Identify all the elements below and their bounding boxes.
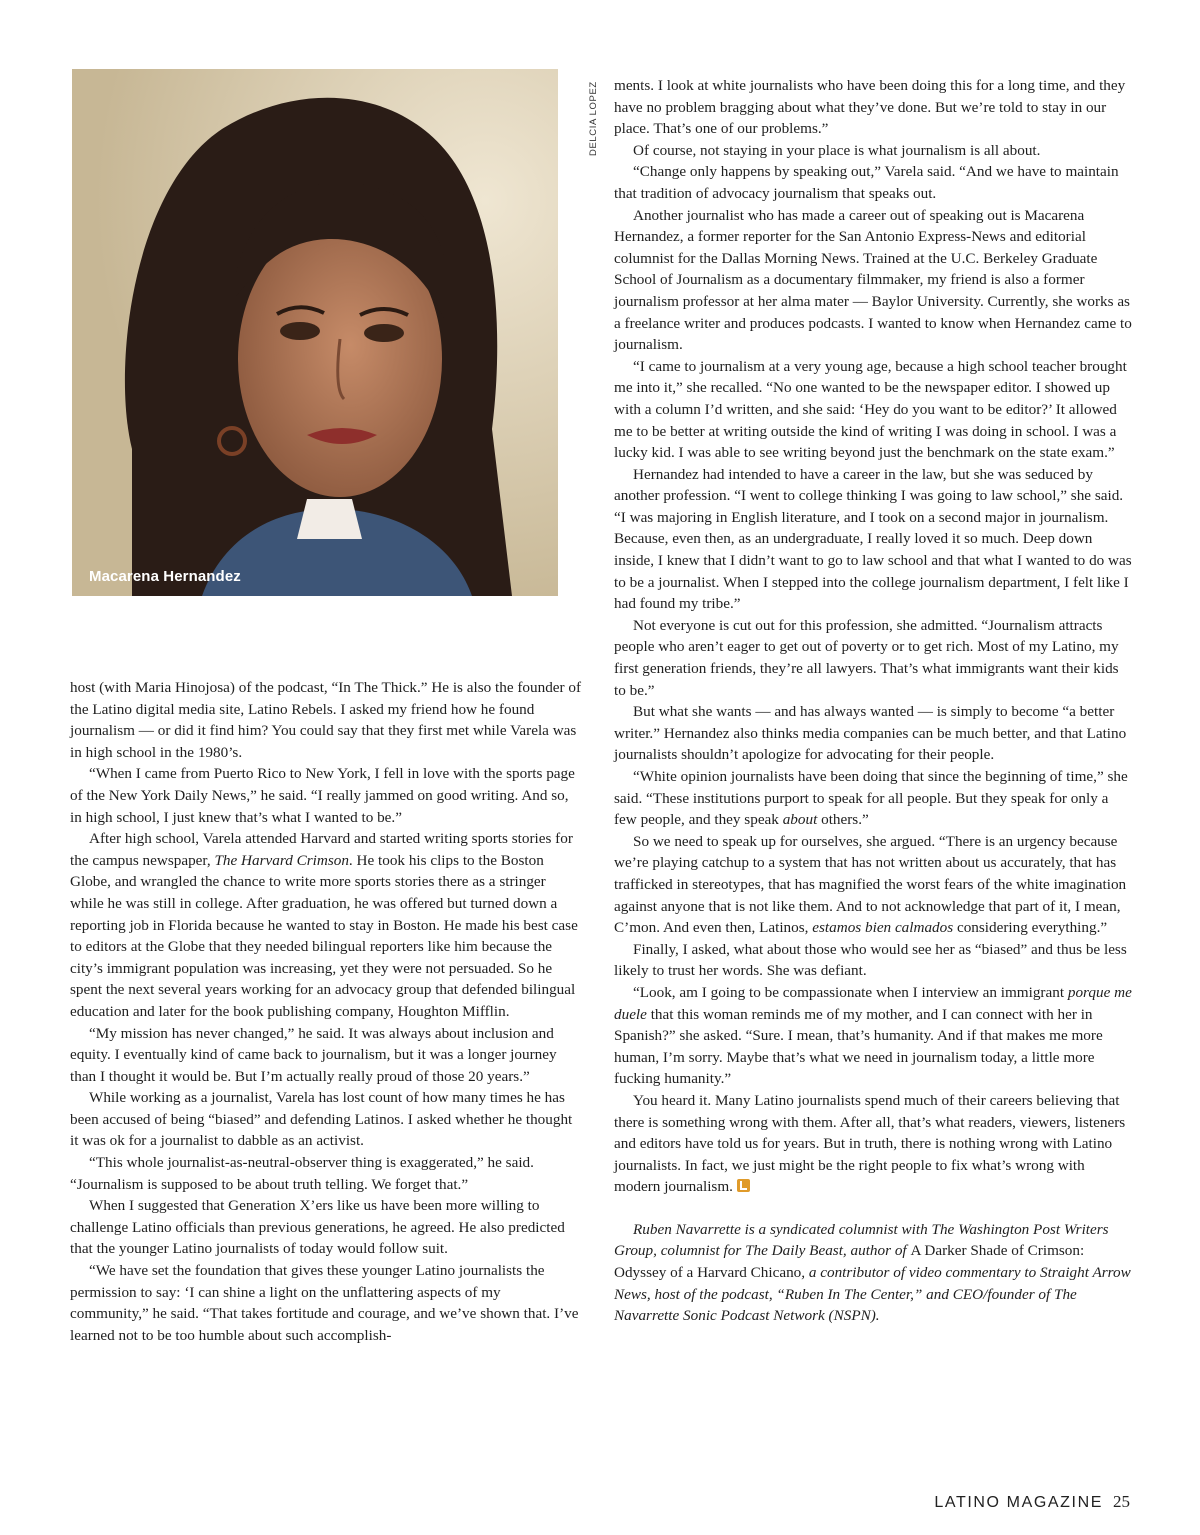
article-left-column: [70, 677, 582, 1346]
paragraph: “When I came from Puerto Rico to New York, I fell in love with the sports page of the New York Daily News,” he said. “I really jammed on good writing. And so, in high school, I just knew that’s what I wanted to be.”: [70, 765, 575, 826]
paragraph: Not everyone is cut out for this profession, she admitted. “Journalism attracts people who aren’t eager to get out of poverty or to get rich. Most of my Latino, my first generation friends, they’re all lawyers. That’s what immigrants want their kids to be.”: [614, 616, 1119, 699]
paragraph: So we need to speak up for ourselves, she argued. “There is an urgency because we’re playing catchup to a system that has not written about us accurately, that has trafficked in stereotypes, that has magnified the worst fears of the white imagination against anyone that is not like them. And to not acknowledge that part of it, I mean, C’mon. And even then, Latinos, estamos bien calmados considering everything.”: [614, 832, 1127, 937]
latino-magazine-end-mark-icon: [737, 1179, 750, 1192]
paragraph: “This whole journalist-as-neutral-observer thing is exaggerated,” he said. “Journalism is supposed to be about truth telling. We forget that.”: [70, 1154, 534, 1193]
paragraph: ments. I look at white journalists who have been doing this for a long time, and they have no problem bragging about what they’ve done. But we’re told to stay in our place. That’s one of our problems.”: [614, 77, 1126, 138]
portrait-photo: [72, 69, 558, 596]
paragraph: “We have set the foundation that gives these younger Latino journalists the permission to say: ‘I can shine a light on the unflattering aspects of my community,” he said. “That takes fortitude and courage, and we’ve shown that. I’ve learned not to be too humble about such accomplish-: [70, 1262, 579, 1344]
paragraph: Another journalist who has made a career out of speaking out is Macarena Hernandez, a former reporter for the San Antonio Express-News and editorial columnist for the Dallas Morning News. Trained at the U.C. Berkeley Graduate School of Journalism as a documentary filmmaker, my friend is also a former journalism professor at her alma mater — Baylor University. Currently, she works as a freelance writer and produces podcasts. I wanted to know when Hernandez came to journalism.: [614, 206, 1132, 354]
photo-caption: Macarena Hernandez: [89, 568, 241, 585]
paragraph: “Look, am I going to be compassionate when I interview an immigrant porque me duele that this woman reminds me of my mother, and I can connect with her in Spanish?” she asked. “Sure. I mean, that’s humanity. And if that makes me more human, I’m sorry. Maybe that’s what we need in journalism today, a little more fucking humanity.”: [614, 983, 1132, 1088]
paragraph: host (with Maria Hinojosa) of the podcast, “In The Thick.” He is also the founder of the Latino digital media site, Latino Rebels. I asked my friend how he found journalism — or did it find him? You could say that they first met while Varela was in high school in the 1980’s.: [70, 679, 582, 761]
author-bio: Ruben Navarrette is a syndicated columnist with The Washington Post Writers Group, columnist for The Daily Beast, author of A Darker Shade of Crimson: Odyssey of a Harvard Chicano, a contributor of video commentary to Straight Arrow News, host of the podcast, “Ruben In The Center,” and CEO/founder of The Navarrette Sonic Podcast Network (NSPN).: [614, 1220, 1131, 1325]
paragraph: After high school, Varela attended Harvard and started writing sports stories for the campus newspaper, The Harvard Crimson. He took his clips to the Boston Globe, and wrangled the chance to write more sports stories there as a stringer while he was still in college. After graduation, he was offered but turned down a reporting job in Florida because he wanted to stay in Boston. He made his best case to editors at the Globe that they needed bilingual reporters like him because the city’s immigrant population was increasing, yet they were not persuaded. So he spent the next several years working for an advocacy group that defended bilingual education and later for the book publishing company, Houghton Mifflin.: [70, 830, 578, 1020]
photo-credit: DELCIA LOPEZ: [588, 81, 599, 156]
portrait-illustration: [72, 69, 558, 596]
paragraph: While working as a journalist, Varela has lost count of how many times he has been accused of being “biased” and defending Latinos. I asked whether he thought it was ok for a journalist to dabble as an activist.: [70, 1089, 573, 1150]
paragraph: But what she wants — and has always wanted — is simply to become “a better writer.” Hernandez also thinks media companies can be much better, and that Latino journalists shouldn’t apologize for advocating for their people.: [614, 703, 1127, 764]
page-number: 25: [1113, 1492, 1130, 1511]
paragraph: Of course, not staying in your place is what journalism is all about.: [633, 141, 1041, 159]
paragraph: “White opinion journalists have been doing that since the beginning of time,” she said. “These institutions purport to speak for all people. But they speak for only a few people, and they speak about others.”: [614, 768, 1128, 829]
paragraph: Finally, I asked, what about those who would see her as “biased” and thus be less likely to trust her words. She was defiant.: [614, 940, 1127, 980]
paragraph: You heard it. Many Latino journalists spend much of their careers believing that there is something wrong with them. After all, that’s what readers, viewers, listeners and editors have told us for years. But in truth, there is nothing wrong with Latino journalists. In fact, we just might be the right people to fix what’s wrong with modern journalism.: [614, 1091, 1126, 1196]
article-right-column: [614, 75, 1132, 1327]
paragraph: Hernandez had intended to have a career in the law, but she was seduced by another profession. “I went to college thinking I was going to law school,” she said. “I was majoring in English literature, and I took on a second major in journalism. Because, even then, as an undergraduate, I really loved it so much. Deep down inside, I knew that I didn’t want to go to law school and that what I wanted to do was to be a journalist. When I stepped into the college journalism department, I felt like I had found my tribe.”: [614, 465, 1132, 613]
magazine-name: LATINO MAGAZINE: [934, 1494, 1103, 1511]
paragraph: “My mission has never changed,” he said. It was always about inclusion and equity. I eventually kind of came back to journalism, but it was a longer journey than I thought it would be. But I’m actually really proud of those 20 years.”: [70, 1024, 557, 1085]
paragraph: “I came to journalism at a very young age, because a high school teacher brought me into it,” she recalled. “No one wanted to be the newspaper editor. I showed up with a column I’d written, and she said: ‘Hey do you want to be editor?’ It allowed me to be better at writing outside the kind of writing I was doing in school. I was a lucky kid. I was able to see writing beyond just the benchmark on the state exam.”: [614, 357, 1127, 462]
paragraph: “Change only happens by speaking out,” Varela said. “And we have to maintain that tradition of advocacy journalism that speaks out.: [614, 163, 1119, 202]
page-footer: [934, 1492, 1130, 1512]
paragraph: When I suggested that Generation X’ers like us have been more willing to challenge Latino officials than previous generations, he agreed. He also predicted that the younger Latino journalists of today would follow suit.: [70, 1197, 565, 1258]
